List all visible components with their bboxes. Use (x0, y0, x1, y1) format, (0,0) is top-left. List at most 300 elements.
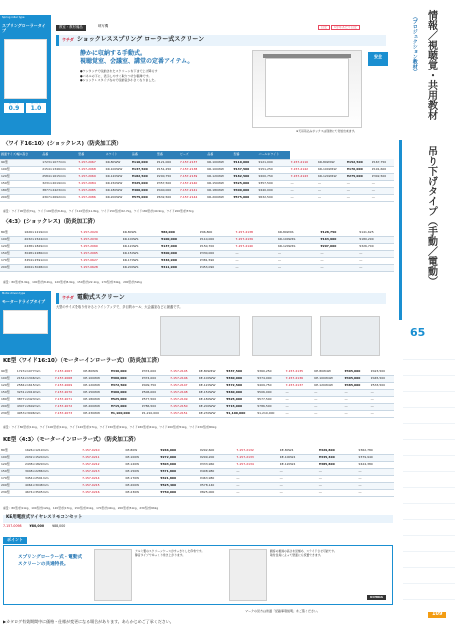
table-cell: 7-157-0214 (81, 475, 124, 482)
table-cell: KR-100W4S (277, 236, 320, 243)
table-cell: ¥715,000 (110, 403, 141, 410)
point-col-1: アルミ製のスクリーンケースがすっきりした印象です。 静音タイプでゆっくり巻き上がります。 (135, 549, 205, 558)
page-number-bottom: 109 (428, 612, 446, 618)
table-cell: ¥578,140 (199, 482, 235, 489)
table-cell: 7-157-2110 (290, 159, 317, 166)
table-cell: KE-100W4W (313, 375, 343, 382)
table-cell: KE-180WW (198, 396, 225, 403)
table-cell: KE-80W (124, 447, 159, 454)
table-cell: ¥577,500 (141, 396, 169, 403)
spec-table-ke-43 (0, 447, 394, 497)
table-cell: 7-157-2147 (169, 382, 198, 389)
table-cell: KR-120WW (206, 173, 232, 180)
table-cell: ― (317, 187, 346, 194)
table-row (0, 250, 394, 257)
table-cell: KE-230WW (198, 410, 225, 417)
table-cell: 7-157-2150 (169, 403, 198, 410)
table-cell: KR-100WW (105, 166, 131, 173)
table-cell: ¥460,000 (225, 389, 256, 396)
table-cell: KE-150W (124, 468, 159, 475)
table-cell: ¥330,000 (199, 250, 235, 257)
table-row (0, 403, 394, 410)
badge-guide: 目安 (318, 25, 330, 30)
table-row (0, 180, 394, 187)
catch-copy: 静かに収納する手動式。 視聴覚室、会議室、講堂の定番アイテム。 (80, 50, 194, 66)
table-cell: ¥460,000 (110, 389, 141, 396)
table-cell: ― (277, 257, 320, 264)
table-cell: ― (313, 403, 343, 410)
table-cell: 7-157-0215 (81, 482, 124, 489)
table-cell: ¥506,000 (141, 389, 169, 396)
table-cell: ― (279, 468, 318, 475)
table-cell: KE-120WW (198, 382, 225, 389)
table-cell: KE-100W4 (279, 454, 318, 461)
table-cell: ― (358, 250, 394, 257)
table-cell: ― (370, 389, 394, 396)
table-cell: ― (313, 389, 343, 396)
table-row (0, 187, 394, 194)
section-43-shockless: 〈4:3〉(ショックレス)（防炎加工済） (3, 219, 99, 225)
table-cell: ¥200,750 (156, 173, 179, 180)
table-cell: ¥200,750 (257, 173, 289, 180)
table-cell: KE-200W (124, 482, 159, 489)
table-cell: ¥340,000 (110, 368, 141, 375)
table-cell: ¥405,000 (344, 375, 370, 382)
table-row (0, 368, 394, 375)
table-cell: 7-157-2139 (235, 236, 277, 243)
table-cell: 7-157-2144 (179, 194, 206, 201)
table-cell: ¥266,000 (159, 447, 199, 454)
table-cell: ¥372,500 (225, 382, 256, 389)
table-cell: 4953×3096mm (16, 410, 54, 417)
table-cell: 2154×1346mm (16, 375, 54, 382)
table-cell: ¥303,600 (159, 461, 199, 468)
point-label: ポイント (3, 537, 27, 544)
table-cell: ¥400,000 (232, 187, 257, 194)
table-header: 画面サイズ/幅×高さ (0, 151, 41, 159)
table-cell: ¥381,590 (199, 257, 235, 264)
table-cell: 2584×1615mm (16, 382, 54, 389)
table-row (0, 236, 394, 243)
table-cell: 7-157-2060 (79, 243, 121, 250)
table-row (0, 257, 394, 264)
gain-box: ホワイト 1.0 (26, 103, 46, 113)
table-cell: 4064×3048mm (23, 264, 79, 271)
table-row (0, 489, 394, 496)
header-badge: 教室・教材備品 (56, 25, 86, 31)
table-cell: 2584×1615mm (41, 173, 77, 180)
table-cell: ¥137,000 (160, 243, 199, 250)
table-cell: ¥128,750 (320, 229, 359, 236)
table-cell: ¥333,960 (199, 461, 235, 468)
table-cell: 7-157-2136 (285, 375, 314, 382)
wireless-price: ¥80,000 (29, 524, 45, 528)
point-img-1 (94, 549, 132, 601)
card-label-motor: Motor-driven type (2, 292, 26, 295)
table-cell: KR-150WW (105, 180, 131, 187)
table-cell: ― (358, 475, 394, 482)
table-row (0, 454, 394, 461)
table-cell: ¥299,200 (199, 454, 235, 461)
table-cell: 80型 (0, 447, 24, 454)
table-cell: ¥100,000 (160, 236, 199, 243)
table-cell: ¥275,000 (346, 173, 371, 180)
table-cell: ¥337,500 (225, 368, 256, 375)
table-cell: ¥325,000 (131, 180, 156, 187)
table-cell: 120型 (0, 382, 16, 389)
table-cell: ― (290, 187, 317, 194)
legend-note: マークの見方は巻頭「記載事項説明」をご覧ください。 (245, 609, 321, 613)
table-cell: ¥345,400 (318, 454, 358, 461)
table-cell: 2032×1524mm (24, 454, 81, 461)
table-cell: ¥632,500 (156, 194, 179, 201)
table-cell: KE-80W4W (313, 368, 343, 375)
table-cell: ― (371, 180, 394, 187)
table-cell: ― (285, 389, 314, 396)
table-cell: KE-200WW (198, 403, 225, 410)
side-title-2: 吊り下げタイプ（手動／電動） (425, 146, 437, 286)
point-headline: スプリングローラー式・電動式 スクリーンの共通特長。 (18, 555, 83, 567)
table-cell: 7-157-2134 (235, 461, 278, 468)
table-cell: 7-157-2139 (179, 173, 206, 180)
table-cell: 100型 (0, 375, 16, 382)
table-cell: ― (318, 482, 358, 489)
table-cell: ― (235, 468, 278, 475)
table-cell: KR-200WW (206, 194, 232, 201)
table-cell: ¥575,000 (232, 194, 257, 201)
table-cell: ¥110,000 (131, 159, 156, 166)
table-row (0, 468, 394, 475)
table-cell: 7-157-2143 (290, 173, 317, 180)
table-cell: KE-80W4W (198, 368, 225, 375)
table-cell: 7-157-2073 (54, 410, 83, 417)
motor-screen-photo (160, 316, 240, 356)
table-cell: ¥825,000 (199, 489, 235, 496)
table-cell: 7-157-2146 (169, 375, 198, 382)
table-row (0, 159, 394, 166)
table-cell: 2438×1829mm (24, 461, 81, 468)
table-cell: ― (358, 468, 394, 475)
remote-photo (252, 316, 312, 356)
table-cell: 7-157-2148 (169, 389, 198, 396)
table-cell: ¥151,250 (156, 166, 179, 173)
table-cell: 3877×2423mm (16, 396, 54, 403)
table-cell: 7-157-0212 (81, 461, 124, 468)
table-cell: ¥453,090 (199, 264, 235, 271)
table-row (0, 447, 394, 454)
table-cell: 230型 (0, 489, 24, 496)
table-row (0, 229, 394, 236)
table-cell: 7-157-2071 (54, 396, 83, 403)
table-cell: ¥400,000 (131, 187, 156, 194)
product-title: ショックレススプリング ローラー式スクリーン (76, 36, 205, 44)
table-cell: ¥292,600 (199, 447, 235, 454)
table-cell: 80型 (0, 229, 23, 236)
wireless-remote-row (3, 525, 133, 529)
table-cell: ― (370, 396, 394, 403)
table-row (0, 475, 394, 482)
table-cell: ― (285, 410, 314, 417)
product2-title (56, 293, 386, 304)
table-cell: 170型 (0, 257, 23, 264)
table-cell: ¥302,500 (371, 173, 394, 180)
table-cell: KE-180WW (82, 396, 109, 403)
wireless-code: 7-157-0098 (3, 524, 22, 528)
safety-badge: 安全 (368, 52, 388, 66)
table-cell: ― (235, 250, 277, 257)
table-cell: KE-230W (124, 489, 159, 496)
table-cell: ― (371, 194, 394, 201)
table-cell: ― (235, 264, 277, 271)
table-header: ホワイト (105, 151, 131, 159)
table-cell: 7-157-2151 (169, 410, 198, 417)
table-cell: ― (235, 489, 278, 496)
table-cell: 180型 (0, 396, 16, 403)
table-cell: 7-157-2132 (235, 447, 278, 454)
table-cell: 7-157-2137 (285, 382, 314, 389)
table-cell: ¥137,500 (232, 166, 257, 173)
table-cell: ¥86,000 (160, 229, 199, 236)
table-cell: ¥445,500 (370, 375, 394, 382)
table-cell: ¥632,500 (257, 194, 289, 201)
table-cell: ― (320, 264, 359, 271)
table-cell: 7-157-2072 (54, 403, 83, 410)
table-cell: 7-157-2069 (77, 173, 104, 180)
table-row (0, 243, 394, 250)
table-cell: ¥374,000 (256, 375, 284, 382)
table-cell: ¥379,940 (358, 454, 394, 461)
wall-switch-photo (320, 316, 380, 356)
table-cell: 7-157-2067 (77, 159, 104, 166)
table-cell: 7-157-2068 (77, 166, 104, 173)
side-accent (399, 140, 402, 320)
table-cell: ¥525,000 (110, 396, 141, 403)
table-cell: KR-180WW (105, 187, 131, 194)
table-cell: 7-157-2138 (179, 166, 206, 173)
table-cell: 180型 (0, 187, 41, 194)
table-cell: KR-120WW (105, 173, 131, 180)
table-cell: ¥151,250 (257, 166, 289, 173)
table-cell: ¥360,000 (110, 375, 141, 382)
table-cell: 7-157-2135 (285, 368, 314, 375)
table-row (0, 382, 394, 389)
table-cell: ― (313, 410, 343, 417)
table-cell: ― (320, 250, 359, 257)
table-cell: 7-157-2084 (77, 180, 104, 187)
table-row (0, 482, 394, 489)
table-cell: ― (370, 403, 394, 410)
table-cell: ― (290, 194, 317, 201)
table-cell: 100型 (0, 454, 24, 461)
table-header: 品番 (131, 151, 156, 159)
table-cell: ¥1,100,000 (110, 410, 141, 417)
table-cell: 3231×2019mm (41, 180, 77, 187)
table-cell: ¥374,000 (141, 375, 169, 382)
table-cell: ¥423,500 (370, 368, 394, 375)
table-row (0, 194, 394, 201)
table-cell: ― (290, 180, 317, 187)
table-cell: ¥715,000 (225, 403, 256, 410)
card-motor-image (3, 310, 48, 334)
table-cell: 7-157-2140 (235, 243, 277, 250)
table-cell: 4307×2692mm (16, 403, 54, 410)
table-row (0, 389, 394, 396)
table-cell: KR-180WW (206, 187, 232, 194)
table-cell: 7-157-0628 (79, 264, 121, 271)
table-cell: ¥408,980 (199, 468, 235, 475)
table-cell: 1723×1077mm (16, 368, 54, 375)
table-cell: ¥1,100,000 (225, 410, 256, 417)
table-cell: 120型 (0, 461, 24, 468)
table-cell: 200型 (0, 194, 41, 201)
table-cell: 2154×1346mm (41, 166, 77, 173)
table-cell: 3231×2019mm (16, 389, 54, 396)
table-cell: 3454×2591mm (24, 475, 81, 482)
table-cell: 7-157-2030 (79, 236, 121, 243)
table-row (0, 375, 394, 382)
table-cell: ― (318, 475, 358, 482)
header-right-badge (318, 25, 360, 30)
table-cell: 3048×2286mm (23, 250, 79, 257)
table-cell: 100型 (0, 236, 23, 243)
table-cell: KR-120W4W (317, 173, 346, 180)
table-cell: ¥533,500 (370, 382, 394, 389)
table-cell: KR-80W4W (317, 159, 346, 166)
table-cell: ― (344, 396, 370, 403)
table-cell: 7-157-2141 (179, 187, 206, 194)
table-cell: 7-157-2070 (54, 389, 83, 396)
table-cell: KE-80WW (82, 368, 109, 375)
table-cell: 7-157-2029 (79, 229, 121, 236)
point-col-2: 観客の視線の高さを見極め、スライドさせ可能です。 取付金具によって壁面にも設置できます。 (270, 549, 337, 558)
table-cell: KR-100W4W (317, 166, 346, 173)
table-cell: KE-120WW (82, 382, 109, 389)
table-cell: ― (279, 475, 318, 482)
table-cell: 150型 (0, 250, 23, 257)
table-cell: 7-157-2069 (54, 382, 83, 389)
table-cell: 7-157-2086 (77, 194, 104, 201)
table-cell: ― (235, 257, 277, 264)
table-cell: 7-157-0216 (81, 489, 124, 496)
table-cell: ¥360,000 (225, 375, 256, 382)
table-cell: ― (358, 482, 394, 489)
table-cell: 2032×1524mm (23, 236, 79, 243)
table-cell: ¥577,500 (256, 396, 284, 403)
table-header: 品番 (206, 151, 232, 159)
table-cell: ― (346, 194, 371, 201)
spec-table-43 (0, 229, 394, 272)
table-cell: ¥329,800 (318, 447, 358, 454)
table-cell: 4674×3505mm (24, 489, 81, 496)
card-title: スプリングローラータイプ (2, 22, 46, 33)
table-cell: 3877×2423mm (41, 187, 77, 194)
product2-title-text: 電動式スクリーン (76, 294, 125, 302)
table-cell: ¥305,000 (344, 368, 370, 375)
table-cell: 200型 (0, 403, 16, 410)
table-cell: ― (277, 250, 320, 257)
table-row (0, 166, 394, 173)
spec-table-ke-wide (0, 368, 394, 418)
table-cell: ¥297,000 (320, 243, 359, 250)
table-cell: ― (285, 396, 314, 403)
table-cell: KE-100W (124, 454, 159, 461)
table-cell: ― (371, 187, 394, 194)
table-cell: 120型 (0, 173, 41, 180)
table-header: パールホワイト (257, 151, 289, 159)
table-cell: ¥150,700 (199, 243, 235, 250)
wireless-price-tax: ¥88,000 (52, 524, 66, 528)
section-ke-wide: KE型〈ワイド16:10〉（モーターインローラー式）（防炎加工済） (3, 358, 163, 364)
table-row (0, 173, 394, 180)
card-label: Spring roller type (2, 16, 25, 19)
table-cell: ¥372,500 (110, 382, 141, 389)
table-cell: ― (235, 475, 278, 482)
table-cell: 4307×2692mm (41, 194, 77, 201)
table-cell: KR-100WW (206, 166, 232, 173)
table-row (0, 461, 394, 468)
table-header: 品番 (41, 151, 77, 159)
table-cell: ¥750,000 (159, 489, 199, 496)
table-cell: 3048×2286mm (24, 468, 81, 475)
table-cell: ¥357,500 (156, 180, 179, 187)
table-cell: ¥409,750 (256, 382, 284, 389)
table-cell: ¥191,600 (371, 166, 394, 173)
table-cell: 1626×1219mm (23, 229, 79, 236)
table-cell: 90型 (0, 368, 16, 375)
table-cell: 7-157-2133 (235, 454, 278, 461)
table-cell: 7-157-2085 (77, 187, 104, 194)
side-title-1: 情報／視聴覚・共用教材 (425, 10, 437, 120)
table-cell: ― (279, 489, 318, 496)
table-cell: KE-120W4W (313, 382, 343, 389)
table-cell: ¥362,780 (358, 447, 394, 454)
table-cell: ¥325,000 (232, 180, 257, 187)
table-cell: ― (358, 257, 394, 264)
table-cell: ― (346, 180, 371, 187)
table-row (0, 264, 394, 271)
table-cell: ¥272,000 (159, 454, 199, 461)
table-cell: KR-200WW (105, 194, 131, 201)
table-cell: ¥525,400 (159, 482, 199, 489)
table-cell: ― (346, 187, 371, 194)
table-cell: KE-150WW (82, 389, 109, 396)
table-header: 型番 (77, 151, 104, 159)
table-cell: 7-157-2065 (79, 250, 121, 257)
table-cell: ― (358, 264, 394, 271)
table-cell: 4064×3048mm (24, 482, 81, 489)
table-cell: KR-170WS (122, 257, 160, 264)
page-number: 65 (410, 326, 426, 339)
table-cell: 170型 (0, 475, 24, 482)
table-cell: ¥137,500 (131, 166, 156, 173)
table-cell: 7-157-2140 (179, 180, 206, 187)
table-cell: 7-157-0213 (81, 468, 124, 475)
table-cell: KE-150WW (198, 389, 225, 396)
weight-note-4: 重量：80型/約11kg、100型/約12kg、120型/約17kg、150型/約21kg、170型/約41kg、200型/約51kg、230型/約66kg (3, 506, 159, 510)
table-cell: ¥121,000 (257, 159, 289, 166)
table-cell: ― (317, 180, 346, 187)
table-cell: ¥96,800 (199, 229, 235, 236)
table-cell: ¥167,750 (371, 159, 394, 166)
weight-note-2: 重量：80型/約5.9kg、100型/約8.2kg、120型/約8.9kg、150型/約22.1kg、170型/約34kg、200型/約52kg (3, 280, 142, 284)
table-cell: KE-230WW (82, 410, 109, 417)
table-cell: 7-157-2142 (290, 166, 317, 173)
table-cell: KR-150WS (122, 250, 160, 257)
table-cell: ― (370, 410, 394, 417)
table-cell: 3454×2591mm (23, 257, 79, 264)
table-cell: KE-100WW (198, 375, 225, 382)
card-title-motor: モータードライブタイプ (2, 298, 46, 304)
